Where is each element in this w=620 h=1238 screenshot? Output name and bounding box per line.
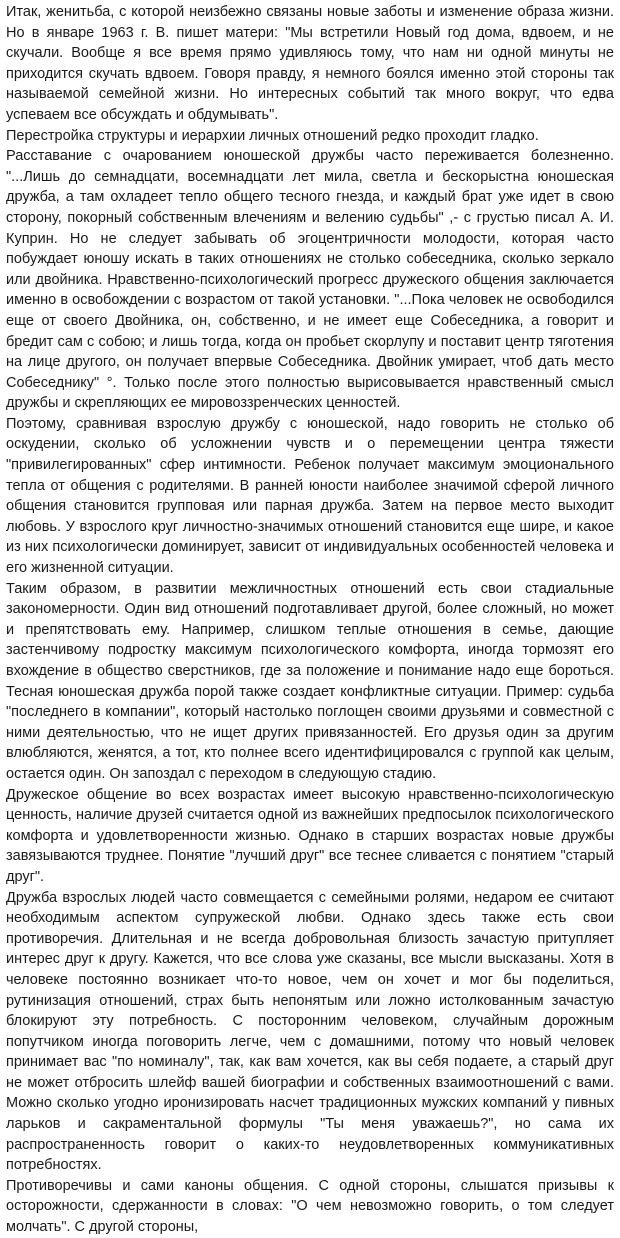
paragraph-youth-friendship: Расставание с очарованием юношеской дружбы часто переживается болезненно. "...Лишь до семнадцати, восемнадцати лет мила, светла и бескорыстна юношеская дружба, а там охладеет тепло общего тесного гнезда, и каждый брат уже идет в свою сторону, покорный собственным влечениям и велению судьбы" ,- с грустью писал А. И. Куприн. Но не следует забывать об эгоцентричности молодости, которая часто побуждает юношу искать в таких отношениях не столько собеседника, сколько зеркало или двойника. Нравственно-психологический прогресс дружеского общения заключается именно в освобождении с возрастом от такой установки. "...Пока человек не освободился еще от своего Двойника, он, собственно, и не имеет еще Собеседника, а говорит и бредит сам с собою; и лишь тогда, когда он пробьет скорлупу и поставит центр тяготения на лице другого, он получает впервые Собеседника. Двойник умирает, чтоб дать место Собеседнику" °. Только после этого полностью вырисовывается нравственный смысл дружбы и скрепляющих ее мировоззренческих ценностей. [6,148,614,412]
paragraph-adult-vs-youth: Поэтому, сравнивая взрослую дружбу с юношеской, надо говорить не столько об оскудении, сколько об усложнении чувств и о перемещении центра тяжести "привилегированных" сфер интимности. Ребенок получает максимум эмоционального тепла от общения с родителями. В ранней юности наиболее значимой сферой личного общения становится групповая или парная дружба. Затем на первое место выходит любовь. У взрослого круг личностно-значимых отношений становится еще шире, и какое из них психологически доминирует, зависит от индивидуальных особенностей человека и его жизненной ситуации. [6,415,614,577]
paragraph-restructuring: Перестройка структуры и иерархии личных отношений редко проходит гладко. [6,127,539,144]
paragraph-value-of-friendship: Дружеское общение во всех возрастах имеет высокую нравственно-психологическую ценность, наличие друзей считается одной из важнейших предпосылок психологического комфорта и удовлетворенности жизнью. Однако в старших возрастах новые дружбы завязываются труднее. Понятие "лучший друг" все теснее сливается с понятием "старый друг". [6,786,614,885]
paragraph-marriage-letter: Итак, женитьба, с которой неизбежно связаны новые заботы и изменение образа жизни. Но в январе 1963 г. В. пишет матери: "Мы встретили Новый год дома, вдвоем, и не скучали. Вообще я все время прямо удивляюсь тому, что нам ни одной минуты не приходится скучать вдвоем. Говоря правду, я немного боялся именно этой стороны так называемой семейной жизни. Но интересных событий так много вокруг, что едва успеваем все обсуждать и обдумывать". [6,4,614,123]
paragraph-stages: Таким образом, в развитии межличностных отношений есть свои стадиальные закономерности. Один вид отношений подготавливает другой, более сложный, но может и препятствовать ему. Например, слишком теплые отношения в семье, дающие застенчивому подростку максимум психологического комфорта, иногда тормозят его вхождение в общество сверстников, где за положение и понимание надо еще бороться. Тесная юношеская дружба порой также создает конфликтные ситуации. Пример: судьба "последнего в компании", который настолько поглощен своими друзьями и совместной с ними деятельностью, что не ищет других привязанностей. Его друзья один за другим влюбляются, женятся, а тот, кто полнее всего идентифицировался с группой как целым, остается один. Он запоздал с переходом в следующую стадию. [6,580,614,782]
paragraph-canons: Противоречивы и сами каноны общения. С одной стороны, слышатся призывы к осторожности, сдержанности в словах: "О чем невозможно говорить, о том следует молчать". С другой стороны, [6,1177,614,1236]
paragraph-adult-friendship: Дружба взрослых людей часто совмещается с семейными ролями, недаром ее считают необходимым аспектом супружеской любви. Однако здесь также есть свои противоречия. Длительная и не всегда добровольная близость зачастую притупляет интерес друг к другу. Кажется, что все слова уже сказаны, все мысли высказаны. Хотя в человеке постоянно возникает что-то новое, чем он хочет и мог бы поделиться, рутинизация отношений, страх быть непонятым или ложно истолкованным зачастую блокируют эту потребность. С посторонним человеком, случайным дорожным попутчиком иногда поговорить легче, чем с домашними, потому что новый человек принимает вас "по номиналу", так, как вам хочется, как вы себя подаете, а старый друг не может отбросить шлейф вашей биографии и собственных взаимоотношений с вами. Можно сколько угодно иронизировать насчет традиционных мужских компаний у пивных ларьков и сакраментальной формулы "Ты меня уважаешь?", но сама их распространенность говорит о каких-то неудовлетворенных коммуникативных потребностях. [6,889,614,1174]
